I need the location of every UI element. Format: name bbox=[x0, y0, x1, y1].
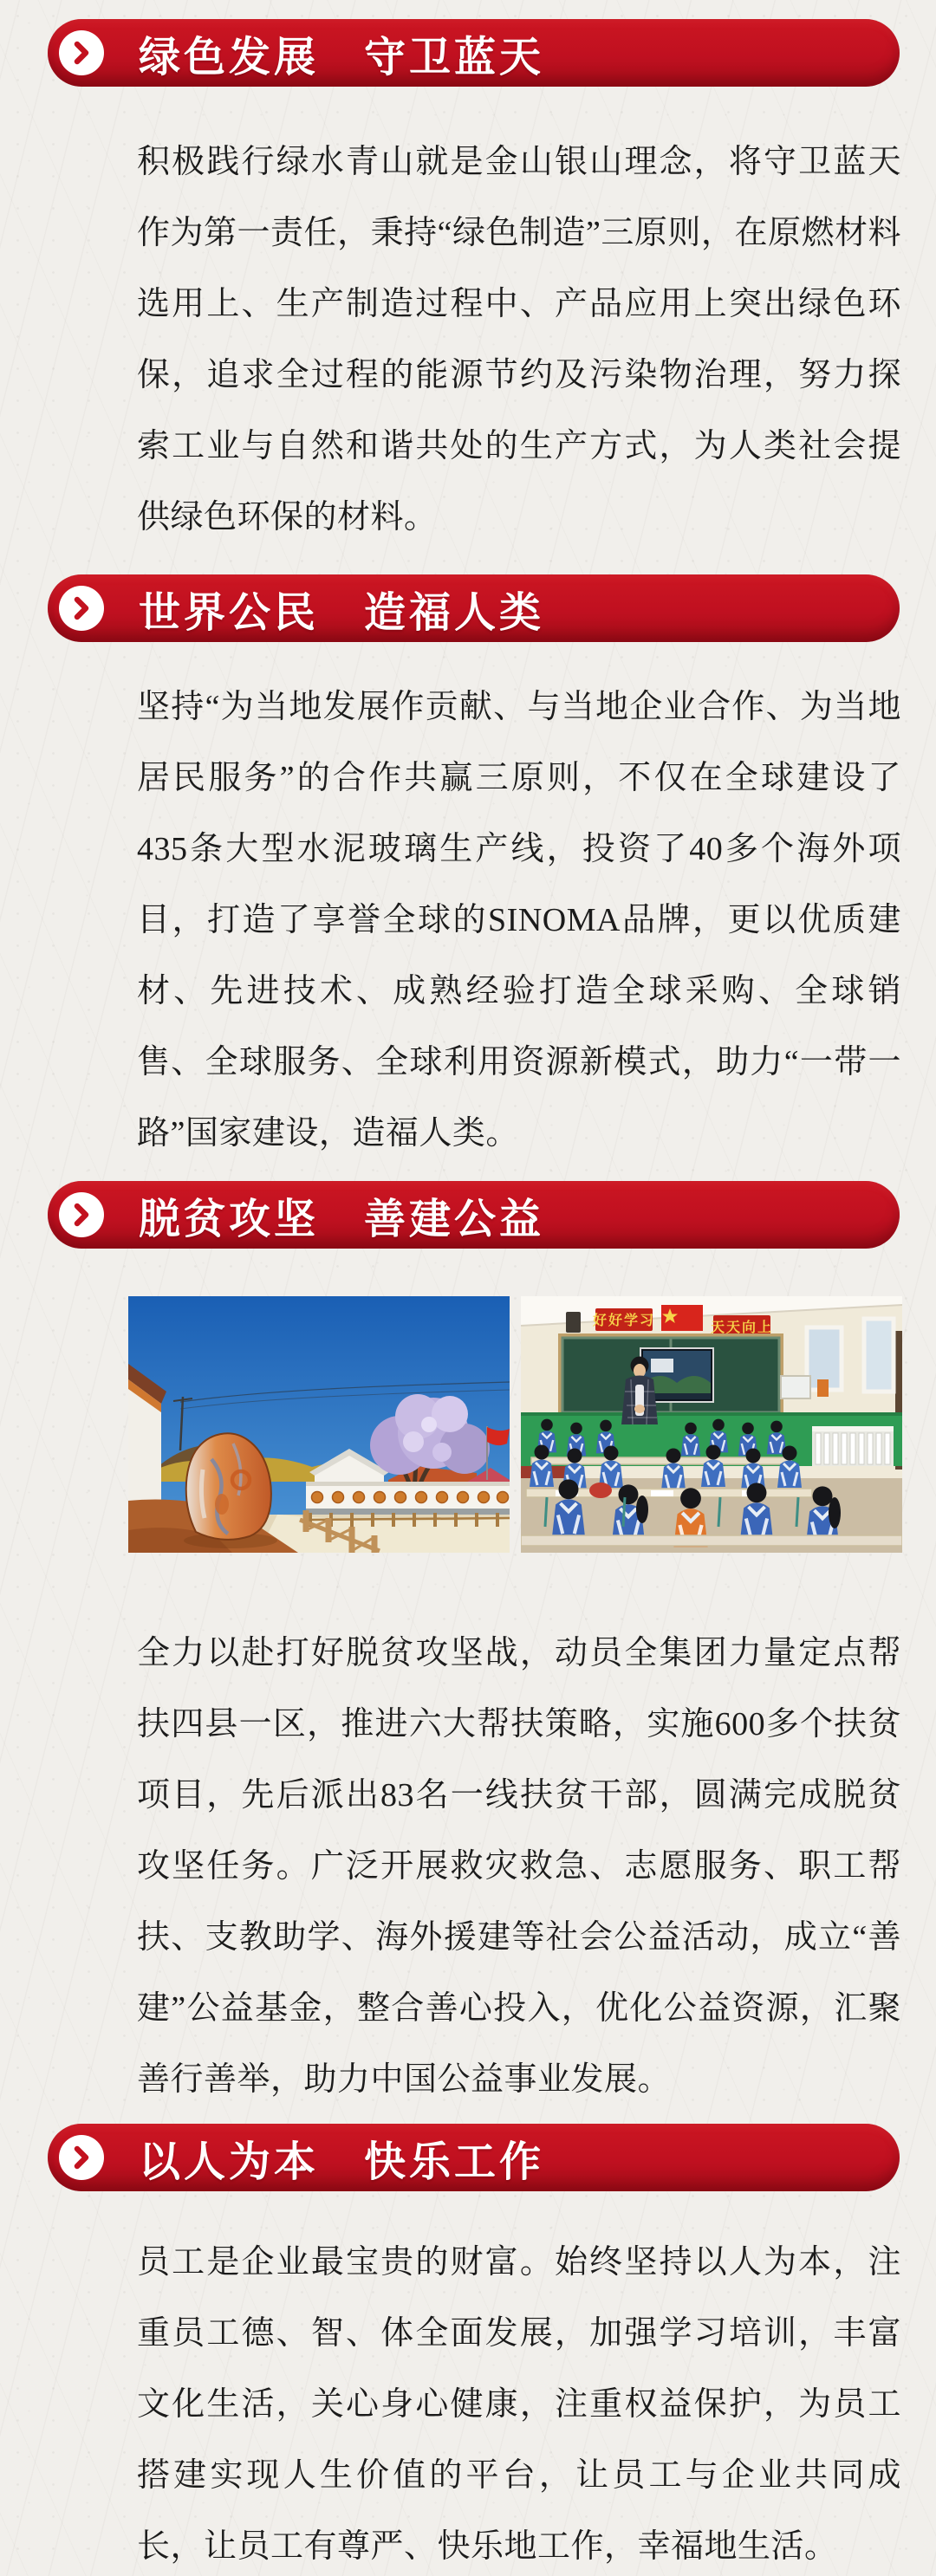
red-backpack bbox=[589, 1483, 612, 1498]
classroom-banner-left-plaque bbox=[592, 1308, 655, 1331]
chinese-flag-icon bbox=[661, 1305, 703, 1331]
section-paragraph bbox=[137, 1618, 901, 2115]
photo-row bbox=[128, 1296, 936, 1553]
section-paragraph bbox=[137, 2227, 901, 2576]
section-paragraph bbox=[137, 672, 901, 1169]
section-world-citizen bbox=[0, 553, 936, 1169]
classroom-teaching-photo bbox=[521, 1296, 902, 1553]
window bbox=[864, 1319, 894, 1392]
section-poverty-alleviation bbox=[0, 1169, 936, 2115]
section-banner bbox=[48, 574, 900, 642]
section-title: 以人为本 快乐工作 bbox=[139, 2138, 545, 2185]
chevron-right-icon bbox=[59, 30, 104, 75]
plaza-ground bbox=[258, 1515, 510, 1553]
section-paragraph bbox=[137, 127, 901, 553]
chevron-right-icon bbox=[59, 1192, 104, 1237]
section-body-text: 员工是企业最宝贵的财富。始终坚持以人为本，注重员工德、智、体全面发展，加强学习培训，丰富文化生活，关心身心健康，注重权益保护，为员工搭建实现人生价值的平台，让员工与企业共同成长，让员工有尊严、快乐地工作，幸福地生活。 bbox=[137, 2244, 901, 2565]
section-green-development bbox=[0, 19, 936, 553]
speaker-box bbox=[566, 1312, 581, 1333]
section-body-text: 坚持“为当地发展作贡献、与当地企业合作、为当地居民服务”的合作共赢三原则，不仅在全球建设了435条大型水泥玻璃生产线，投资了40多个海外项目，打造了享誉全球的SINOMA品牌，更以优质建材、先进技术、成熟经验打造全球采购、全球销售、全球服务、全球利用资源新模式，助力“一带一路”国家建设，造福人类。 bbox=[137, 689, 901, 1152]
village-scene-photo bbox=[128, 1296, 510, 1553]
front-desk bbox=[521, 1535, 902, 1546]
section-banner bbox=[48, 1181, 900, 1249]
chevron-right-icon bbox=[59, 2135, 104, 2180]
section-people-oriented bbox=[0, 2115, 936, 2576]
radiator bbox=[812, 1426, 894, 1466]
section-banner bbox=[48, 2124, 900, 2191]
section-title: 世界公民 造福人类 bbox=[139, 589, 545, 636]
painted-stone bbox=[186, 1433, 271, 1539]
section-banner bbox=[48, 19, 900, 87]
chevron-right-icon bbox=[59, 586, 104, 631]
classroom-banner-left-text: 好好学习 bbox=[592, 1314, 656, 1328]
classroom-banner-right-text: 天天向上 bbox=[710, 1320, 774, 1335]
section-title: 脱贫攻坚 善建公益 bbox=[139, 1196, 545, 1243]
section-title: 绿色发展 守卫蓝天 bbox=[139, 34, 545, 81]
section-body-text: 全力以赴打好脱贫攻坚战，动员全集团力量定点帮扶四县一区，推进六大帮扶策略，实施600多个扶贫项目，先后派出83名一线扶贫干部，圆满完成脱贫攻坚任务。广泛开展救灾救急、志愿服务、职工帮扶、支教助学、海外援建等社会公益活动，成立“善建”公益基金，整合善心投入，优化公益资源，汇聚善行善举，助力中国公益事业发展。 bbox=[137, 1635, 901, 2098]
section-body-text: 积极践行绿水青山就是金山银山理念，将守卫蓝天作为第一责任，秉持“绿色制造”三原则，在原燃材料选用上、生产制造过程中、产品应用上突出绿色环保，追求全过程的能源节约及污染物治理，努力探索工业与自然和谐共处的生产方式，为人类社会提供绿色环保的材料。 bbox=[137, 144, 901, 535]
